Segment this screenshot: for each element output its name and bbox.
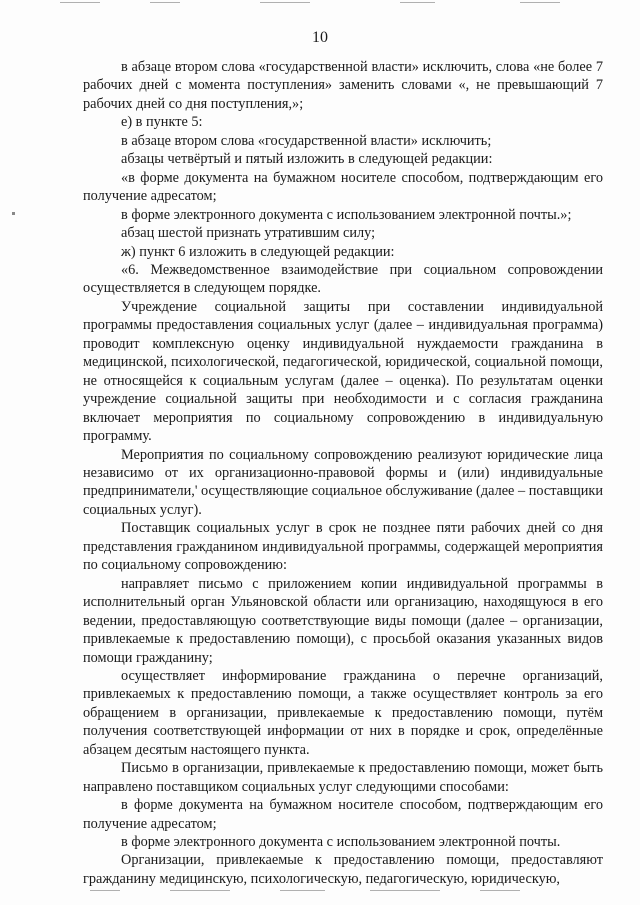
paragraph: абзацы четвёртый и пятый изложить в следующей редакции: — [121, 151, 493, 168]
paragraph: ж) пункт 6 изложить в следующей редакции: — [121, 243, 395, 260]
paragraph: в форме документа на бумажном носителе способом, подтверждающим его получение адресатом; — [83, 797, 603, 832]
paragraph: Письмо в организации, привлекаемые к предоставлению помощи, может быть направлено поставщиком социальных услуг следующими способами: — [83, 760, 603, 795]
paragraph: Мероприятия по социальному сопровождению реализуют юридические лица независимо от их организационно-правовой формы и (или) индивидуальные предприниматели,' осуществляющие социальное обслуживание (далее – поставщики социальных услуг). — [83, 446, 603, 518]
paragraph: «6. Межведомственное взаимодействие при социальном сопровождении осуществляется в следующем порядке. — [83, 261, 603, 297]
paragraph: осуществляет информирование гражданина о перечне организаций, привлекаемых к предоставлению помощи, а также осуществляет контроль за его обращением в организации, привлекаемые к предоставлению помощи, путём получения соответствующей информации от них в порядке и срок, определённые абзацем десятым настоящего пункта. — [83, 667, 603, 758]
paragraph: Поставщик социальных услуг в срок не позднее пяти рабочих дней со дня представления гражданином индивидуальной программы, содержащей мероприятия по социальному сопровождению: — [83, 520, 603, 574]
paragraph: в абзаце втором слова «государственной власти» исключить, слова «не более 7 рабочих дней с момента поступления» заменить словами «, не превышающий 7 рабочих дней со дня поступления,»; — [83, 59, 603, 112]
paragraph: «в форме документа на бумажном носителе способом, подтверждающим его получение адресатом; — [83, 169, 603, 205]
paragraph: в форме электронного документа с использованием электронной почты.»; — [121, 206, 572, 223]
paragraph: Учреждение социальной защиты при составлении индивидуальной программы предоставления социальных услуг (далее – индивидуальная программа) проводит комплексную оценку индивидуальной нуждаемости гражданина в медицинской, психологической, педагогической, юридической, социальной помощи, не относящейся к социальным услугам (далее – оценка). По результатам оценки учреждение социальной защиты при необходимости и с согласия гражданина включает мероприятия по социальному сопровождению в индивидуальную программу. — [83, 298, 603, 445]
paragraph: е) в пункте 5: — [121, 114, 203, 131]
paragraph: в форме электронного документа с использованием электронной почты. — [121, 834, 561, 851]
paragraph: направляет письмо с приложением копии индивидуальной программы в исполнительный орган Ульяновской области или организацию, находящуюся в его ведении, предоставляющую соответствующие виды помощи (далее – организации, привлекаемые к предоставлению помощи), с просьбой оказания указанных видов помощи гражданину; — [83, 575, 603, 666]
margin-mark — [12, 212, 15, 215]
page-number: 10 — [312, 29, 328, 46]
paragraph: Организации, привлекаемые к предоставлению помощи, предоставляют гражданину медицинскую, психологическую, педагогическую, юридическую, — [83, 852, 603, 887]
paragraph: в абзаце втором слова «государственной власти» исключить; — [121, 132, 492, 149]
scan-bottom-edge — [0, 889, 640, 893]
paragraph: абзац шестой признать утратившим силу; — [121, 225, 376, 242]
document-body — [83, 58, 603, 888]
scan-top-edge — [0, 0, 640, 4]
